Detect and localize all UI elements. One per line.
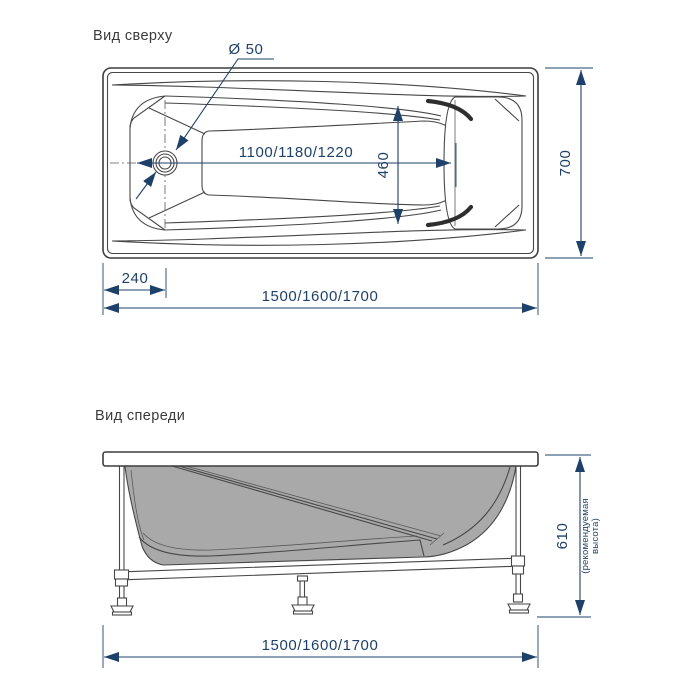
- tub-body: [125, 466, 516, 565]
- front-length-dim-text: 1500/1600/1700: [261, 637, 379, 654]
- front-view-tub-drawing: [103, 452, 538, 615]
- overall-width-dim-text: 700: [557, 149, 574, 177]
- drain-to-end-dim-text: 1100/1180/1220: [238, 144, 354, 161]
- height-note-line2: высота): [590, 518, 601, 554]
- top-view-title: Вид сверху: [93, 28, 173, 44]
- inner-width-dim-text: 460: [375, 151, 392, 179]
- top-view: [93, 28, 593, 315]
- tub-rim-bar: [103, 452, 538, 466]
- height-note-line1: (рекомендуемая: [580, 498, 591, 574]
- frame-leg-middle: [292, 576, 314, 614]
- height-dim-text: 610: [554, 522, 571, 550]
- drain-offset-dim-text: 240: [121, 270, 149, 287]
- front-view: [95, 408, 601, 668]
- front-view-title: Вид спереди: [95, 408, 186, 424]
- overall-length-dim-text: 1500/1600/1700: [261, 288, 379, 305]
- drain-diameter-label: Ø 50: [228, 41, 264, 58]
